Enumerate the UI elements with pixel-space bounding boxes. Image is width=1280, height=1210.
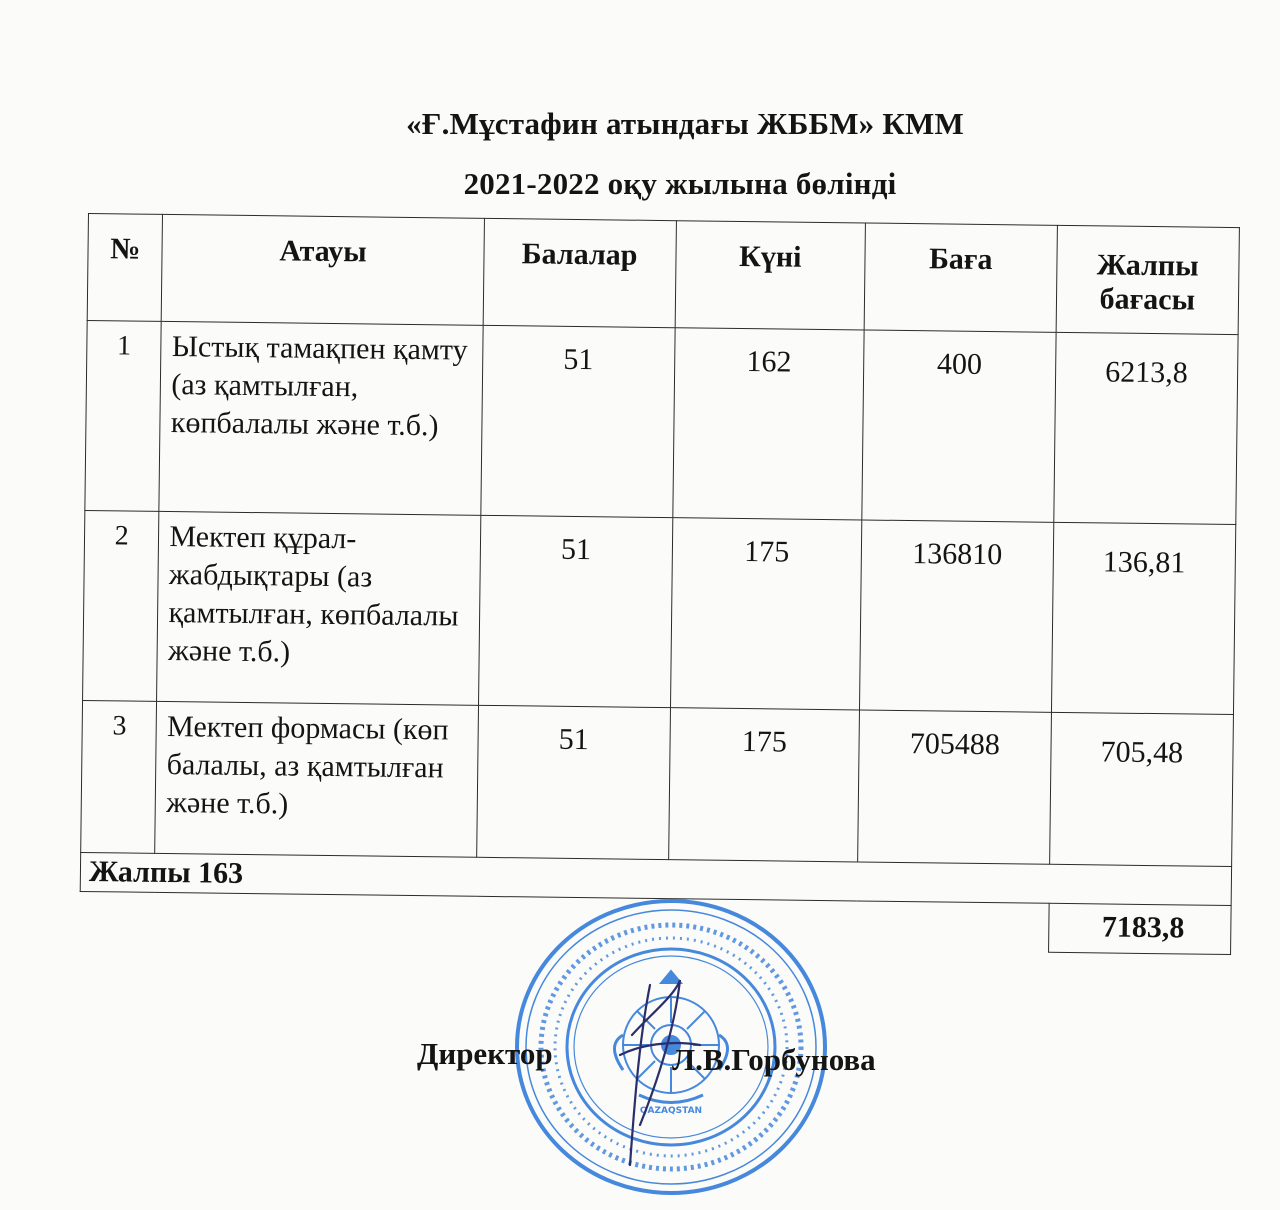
column-header-total-price: Жалпы бағасы (1056, 225, 1240, 334)
row-number: 2 (83, 510, 160, 701)
row-total-price: 136,81 (1051, 522, 1236, 714)
row-number: 3 (81, 700, 157, 853)
column-header-name: Атауы (162, 214, 484, 325)
row-name: Мектеп құрал-жабдықтары (аз қамтылған, көпбалалы және т.б.) (157, 511, 480, 705)
row-total-price: 705,48 (1049, 712, 1233, 866)
row-days: 175 (668, 708, 859, 862)
column-header-days: Күні (675, 221, 866, 330)
row-number: 1 (85, 320, 162, 511)
row-children: 51 (476, 705, 670, 859)
allocation-table (79, 213, 1240, 955)
summary-total: 7183,8 (1048, 903, 1231, 954)
row-children: 51 (480, 325, 674, 517)
row-price: 705488 (858, 710, 1052, 864)
svg-text:QAZAQSTAN: QAZAQSTAN (639, 1106, 703, 1116)
row-price: 400 (862, 330, 1056, 522)
column-header-children: Балалар (483, 218, 676, 327)
table-row (85, 320, 1238, 524)
row-price: 136810 (859, 520, 1053, 712)
handwritten-signature (580, 975, 730, 1175)
row-children: 51 (478, 515, 672, 707)
table-row (81, 700, 1234, 866)
column-header-price: Баға (864, 223, 1057, 332)
row-total-price: 6213,8 (1053, 332, 1238, 524)
organization-title: «Ғ.Мұстафин атындағы ЖББМ» КММ (406, 106, 964, 141)
row-days: 175 (670, 518, 862, 710)
column-header-number: № (87, 214, 163, 322)
document-subtitle: 2021-2022 оқу жылына бөлінді (463, 166, 897, 201)
table-header-row (87, 214, 1239, 335)
signature-title: Директор (417, 1036, 553, 1071)
signature-name: Л.В.Горбунова (672, 1042, 876, 1077)
table-row (83, 510, 1236, 714)
row-name: Мектеп формасы (көп балалы, аз қамтылған және т.б.) (155, 701, 478, 857)
summary-label: Жалпы 163 (80, 852, 1231, 905)
row-name: Ыстық тамақпен қамту (аз қамтылған, көпбалалы және т.б.) (159, 321, 482, 515)
row-days: 162 (672, 328, 864, 520)
